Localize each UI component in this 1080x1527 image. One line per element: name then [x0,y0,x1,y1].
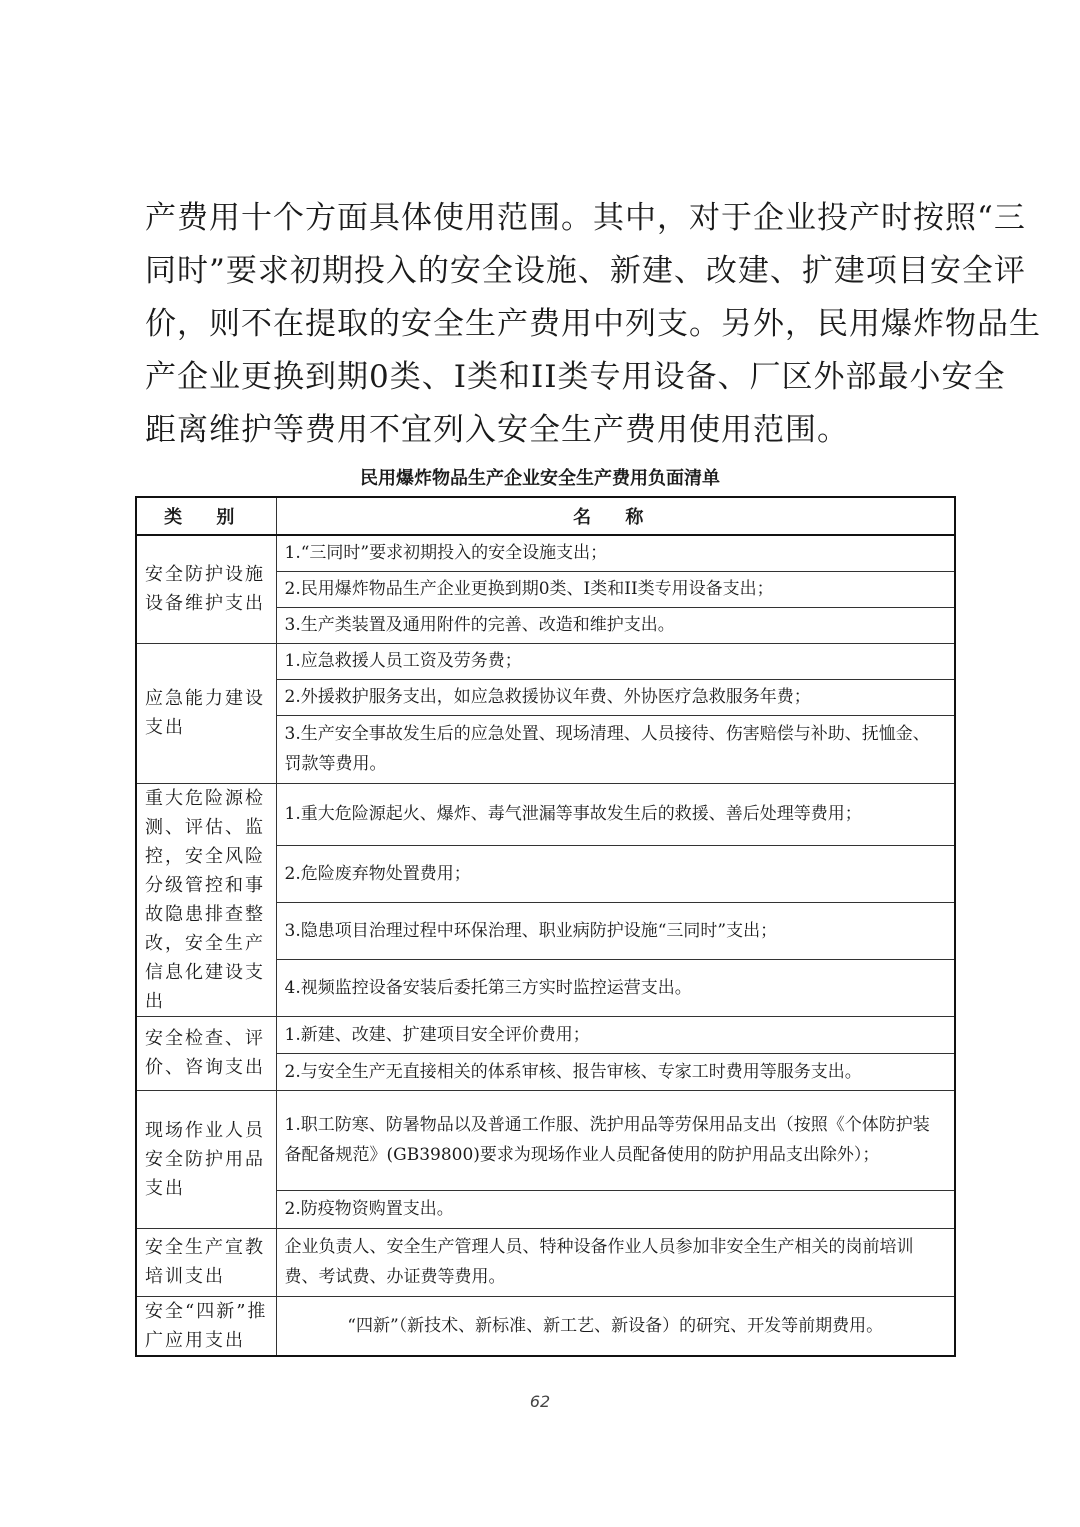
table-row [136,783,955,846]
item-cell: 3.生产安全事故发生后的应急处置、现场清理、人员接待、伤害赔偿与补助、抚恤金、罚款等费用。 [276,715,955,783]
table-row [136,643,955,679]
category-cell: 应急能力建设支出 [136,643,276,783]
table-header-row [136,497,955,535]
item-cell: 1.重大危险源起火、爆炸、毒气泄漏等事故发生后的救援、善后处理等费用； [276,783,955,846]
item-cell: 1.“三同时”要求初期投入的安全设施支出； [276,535,955,571]
category-cell: 安全“四新”推广应用支出 [136,1296,276,1356]
negative-list-table [135,496,956,1357]
table-row [136,1228,955,1296]
item-cell: 2.防疫物资购置支出。 [276,1190,955,1228]
category-cell: 安全检查、评价、咨询支出 [136,1016,276,1090]
item-cell: “四新”（新技术、新标准、新工艺、新设备）的研究、开发等前期费用。 [276,1296,955,1356]
table-row [136,535,955,571]
item-cell: 1.职工防寒、防暑物品以及普通工作服、洗护用品等劳保用品支出（按照《个体防护装备配备规范》(GB39800)要求为现场作业人员配备使用的防护用品支出除外）； [276,1090,955,1190]
category-cell: 重大危险源检测、评估、监控，安全风险分级管控和事故隐患排查整改，安全生产信息化建设支出 [136,783,276,1016]
item-cell: 4.视频监控设备安装后委托第三方实时监控运营支出。 [276,959,955,1016]
item-cell: 1.新建、改建、扩建项目安全评价费用； [276,1016,955,1053]
item-cell: 2.外援救护服务支出，如应急救援协议年费、外协医疗急救服务年费； [276,679,955,715]
category-cell: 安全防护设施设备维护支出 [136,535,276,643]
header-name: 名 称 [276,497,955,535]
intro-line: 同时”要求初期投入的安全设施、新建、改建、扩建项目安全评 [145,253,1026,289]
item-cell: 2.民用爆炸物品生产企业更换到期0类、I类和II类专用设备支出； [276,571,955,607]
intro-line: 产费用十个方面具体使用范围。其中，对于企业投产时按照“三 [145,200,1026,236]
table-row [136,1090,955,1190]
table-row [136,1296,955,1356]
intro-line: 距离维护等费用不宜列入安全生产费用使用范围。 [145,412,849,448]
intro-paragraph [145,192,1041,457]
item-cell: 1.应急救援人员工资及劳务费； [276,643,955,679]
item-cell: 3.隐患项目治理过程中环保治理、职业病防护设施“三同时”支出； [276,902,955,959]
category-cell: 现场作业人员安全防护用品支出 [136,1090,276,1228]
item-cell: 3.生产类装置及通用附件的完善、改造和维护支出。 [276,607,955,643]
table-title: 民用爆炸物品生产企业安全生产费用负面清单 [360,468,720,489]
item-cell: 企业负责人、安全生产管理人员、特种设备作业人员参加非安全生产相关的岗前培训费、考试费、办证费等费用。 [276,1228,955,1296]
header-category: 类 别 [136,497,276,535]
intro-line: 产企业更换到期0类、I类和II类专用设备、厂区外部最小安全 [145,359,1006,395]
category-cell: 安全生产宣教培训支出 [136,1228,276,1296]
item-cell: 2.与安全生产无直接相关的体系审核、报告审核、专家工时费用等服务支出。 [276,1053,955,1090]
intro-line: 价，则不在提取的安全生产费用中列支。另外，民用爆炸物品生 [145,306,1041,342]
item-cell: 2.危险废弃物处置费用； [276,846,955,903]
table-row [136,1016,955,1053]
page-number: 62 [529,1392,551,1411]
